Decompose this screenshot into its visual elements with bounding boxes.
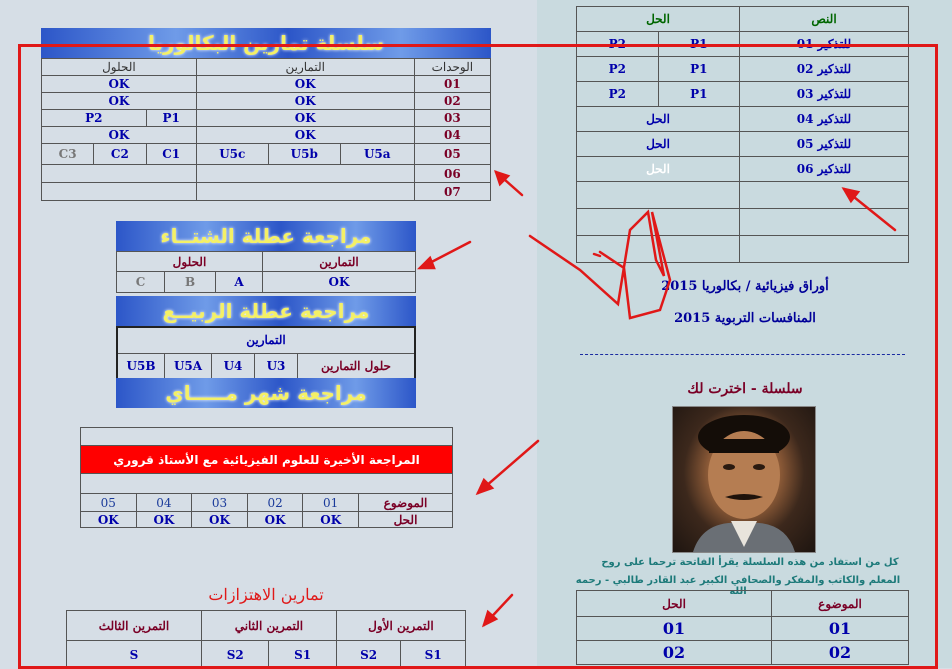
reminder-text-link[interactable]: للتذكير 02 xyxy=(740,57,909,82)
col-header-solutions: الحلول xyxy=(42,59,197,76)
reminder-text-link[interactable]: للتذكير 03 xyxy=(740,82,909,107)
reminder-text-link[interactable]: للتذكير 06 xyxy=(740,157,909,182)
reminder-text-link[interactable]: للتذكير 05 xyxy=(740,132,909,157)
exercise-link[interactable]: U5b xyxy=(268,144,340,165)
topics-header-solution: الحل xyxy=(577,591,772,617)
exercise-link[interactable]: U5c xyxy=(196,144,268,165)
winter-exercise-link[interactable]: OK xyxy=(263,272,416,293)
annotation-scribble-dot xyxy=(594,254,600,256)
exercise-link[interactable]: OK xyxy=(196,110,414,127)
solution-link[interactable]: OK xyxy=(42,76,197,93)
unit-number: 01 xyxy=(414,76,490,93)
winter-solution-link[interactable]: B xyxy=(165,272,216,293)
solution-link[interactable]: C1 xyxy=(146,144,196,165)
exercise-link[interactable]: OK xyxy=(196,93,414,110)
unit-number: 02 xyxy=(414,93,490,110)
papers-link[interactable]: أوراق فيزيائية / بكالوريا 2015 xyxy=(661,279,829,294)
reminder-text-link[interactable]: للتذكير 04 xyxy=(740,107,909,132)
competitions-link[interactable]: المنافسات التربوية 2015 xyxy=(674,311,816,326)
winter-solution-link[interactable]: C xyxy=(117,272,165,293)
osc-link[interactable]: S2 xyxy=(336,641,401,669)
final-label-topic: الموضوع xyxy=(359,494,453,512)
unit-number: 05 xyxy=(414,144,490,165)
reminder-solution-link[interactable]: P2 xyxy=(577,82,659,107)
spring-exercise-link[interactable]: U5A xyxy=(165,353,212,379)
solution-link[interactable]: OK xyxy=(42,93,197,110)
reminders-header-solution: الحل xyxy=(577,7,740,32)
series-title: سلسلة - اخترت لك xyxy=(687,381,803,397)
reminder-text-link[interactable]: للتذكير 01 xyxy=(740,32,909,57)
solution-link[interactable]: OK xyxy=(42,127,197,144)
dedication-line-1: كل من استفاد من هذه السلسلة يقرأ الفاتحة ترحما على روح xyxy=(601,557,899,568)
final-topic-link[interactable]: 01 xyxy=(303,494,359,512)
reminder-solution-link[interactable]: P2 xyxy=(577,57,659,82)
topics-solution-link[interactable]: 02 xyxy=(577,641,772,665)
spring-row-label: حلول التمارين xyxy=(298,353,416,379)
solution-link[interactable]: C3 xyxy=(42,144,94,165)
annotation-arrow-head xyxy=(420,258,434,268)
topics-topic-link[interactable]: 02 xyxy=(772,641,909,665)
topics-header-topic: الموضوع xyxy=(772,591,909,617)
reminder-solution-link[interactable]: P1 xyxy=(658,82,740,107)
spring-header-exercises: التمارين xyxy=(117,327,415,353)
reminder-solution-link[interactable]: الحل xyxy=(577,132,740,157)
col-header-units: الوحدات xyxy=(414,59,490,76)
exercise-link[interactable]: U5a xyxy=(340,144,414,165)
exercise-link[interactable]: OK xyxy=(196,76,414,93)
may-review-banner: مراجعة شهر مـــــاي xyxy=(116,378,416,408)
reminder-solution-link[interactable]: P1 xyxy=(658,32,740,57)
topics-solution-link[interactable]: 01 xyxy=(577,617,772,641)
bac-series-banner: سلسلة تمارين البكالوريا xyxy=(41,28,491,58)
col-header-exercises: التمارين xyxy=(196,59,414,76)
reminder-solution-link[interactable]: الحل xyxy=(577,107,740,132)
exercise-link[interactable]: OK xyxy=(196,127,414,144)
reminder-solution-link[interactable]: P2 xyxy=(577,32,659,57)
final-topic-link[interactable]: 04 xyxy=(136,494,192,512)
osc-link[interactable]: S1 xyxy=(401,641,466,669)
spring-exercise-link[interactable]: U5B xyxy=(117,353,165,379)
winter-review-banner: مراجعة عطلة الشتــاء xyxy=(116,221,416,251)
final-review-title[interactable]: المراجعة الأخيرة للعلوم الفيزيائية مع الأستاذ قروري xyxy=(81,446,453,474)
osc-header-third: التمرين الثالث xyxy=(67,611,202,641)
dedication-line-2: المعلم والكاتب والمفكر والصحافي الكبير عبد القادر طالبي - رحمه الله xyxy=(575,575,901,597)
final-solution-link[interactable]: OK xyxy=(247,512,303,528)
winter-header-exercises: التمارين xyxy=(263,252,416,272)
final-topic-link[interactable]: 03 xyxy=(192,494,248,512)
unit-number: 04 xyxy=(414,127,490,144)
solution-link[interactable]: C2 xyxy=(94,144,146,165)
osc-link[interactable]: S xyxy=(67,641,202,669)
final-label-solution: الحل xyxy=(359,512,453,528)
unit-number: 06 xyxy=(414,165,490,183)
final-topic-link[interactable]: 05 xyxy=(81,494,137,512)
final-topic-link[interactable]: 02 xyxy=(247,494,303,512)
reminder-solution-link[interactable]: P1 xyxy=(658,57,740,82)
oscillations-title: تمارين الاهتزازات xyxy=(208,585,324,604)
winter-solution-link[interactable]: A xyxy=(215,272,262,293)
spring-exercise-link[interactable]: U3 xyxy=(255,353,298,379)
final-solution-link[interactable]: OK xyxy=(192,512,248,528)
final-solution-link[interactable]: OK xyxy=(303,512,359,528)
osc-header-second: التمرين الثاني xyxy=(202,611,337,641)
unit-number: 03 xyxy=(414,110,490,127)
topics-topic-link[interactable]: 01 xyxy=(772,617,909,641)
osc-link[interactable]: S2 xyxy=(202,641,269,669)
final-solution-link[interactable]: OK xyxy=(81,512,137,528)
solution-link[interactable]: P1 xyxy=(146,110,196,127)
final-solution-link[interactable]: OK xyxy=(136,512,192,528)
spring-exercise-link[interactable]: U4 xyxy=(212,353,255,379)
osc-header-first: التمرين الأول xyxy=(336,611,465,641)
reminders-header-text: النص xyxy=(740,7,909,32)
unit-number: 07 xyxy=(414,183,490,201)
osc-link[interactable]: S1 xyxy=(269,641,336,669)
solution-link[interactable]: P2 xyxy=(42,110,147,127)
spring-review-banner: مراجعة عطلة الربيــع xyxy=(116,296,416,326)
reminder-solution-link[interactable]: الحل xyxy=(577,157,740,182)
annotation-scribble xyxy=(530,212,670,318)
winter-header-solutions: الحلول xyxy=(117,252,263,272)
